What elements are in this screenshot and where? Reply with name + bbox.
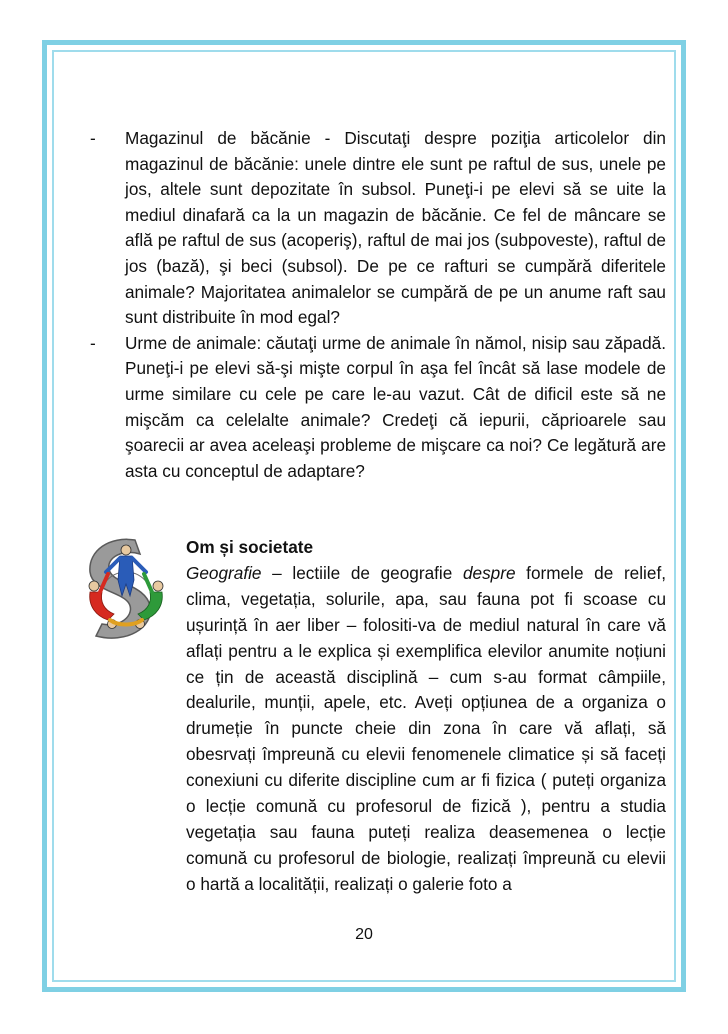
body-text-part1: – lectiile de geografie — [261, 562, 463, 583]
section-title: Om și societate — [186, 537, 314, 557]
section-body — [186, 561, 666, 898]
section-om-si-societate — [186, 535, 666, 898]
list-item — [88, 126, 666, 331]
bullet-dash: - — [90, 128, 96, 148]
body-text-part2: formele de relief, clima, vegetația, solurile, apa, sau fauna pot fi scoase cu ușurință în aer liber – folositi-va de mediul natural în care vă aflați pentru a le explica și exemplifica elevilor anumite noțiuni ce țin de această disciplină – cum s-au format câmpiile, dealurile, munții, apele, etc. Aveți opțiunea de a organiza o drumeție în puncte cheie din zona în care vă aflați, să obesrvați împreună cu elevii fenomenele climatice și să faceți conexiuni cu diferite discipline cum ar fi fizica ( puteți organiza o lecție comună cu profesorul de fizică ), pentru a studia vegetația sau fauna puteți realiza deasemenea o lecție comună cu profesorul de biologie, realizați împreună cu elevii o hartă a localității, realizați o galerie foto a — [186, 562, 666, 894]
bullet-text: Magazinul de băcănie - Discutaţi despre poziţia articolelor din magazinul de băcănie: unele dintre ele sunt pe raftul de sus, unele pe jos, altele sunt depozitate în subsol. Puneţi-i pe elevi să se uite la mediul dinafară ca la un magazin de băcănie. Ce fel de mâncare se află pe raftul de sus (acoperiş), raftul de mai jos (subpoveste), raftul de jos (bază), şi beci (subsol). De pe ce rafturi se cumpără diferitele animale? Majoritatea animalelor se cumpără de pe un anume raft sau sunt distribuite în mod egal? — [125, 128, 666, 328]
people-circle-icon — [80, 536, 170, 640]
body-text-despre: despre — [462, 562, 516, 583]
subject-label: Geografie — [186, 562, 262, 583]
list-item — [88, 331, 666, 485]
bullet-dash: - — [90, 332, 96, 353]
page-number: 20 — [355, 926, 373, 943]
bullet-list — [88, 126, 666, 484]
bullet-text: Urme de animale: căutaţi urme de animale în nămol, nisip sau zăpadă. Puneţi-i pe elevi să-şi mişte corpul în aşa fel încât să lase modele de urme similare cu cele pe care le-au vazut. Cât de dificil este să ne mişcăm ca celelalte animale? Credeţi că iepurii, căprioarele sau şoarecii ar avea aceleaşi probleme de mişcare ca noi? Ce legătură are asta cu conceptul de adaptare? — [125, 332, 666, 481]
